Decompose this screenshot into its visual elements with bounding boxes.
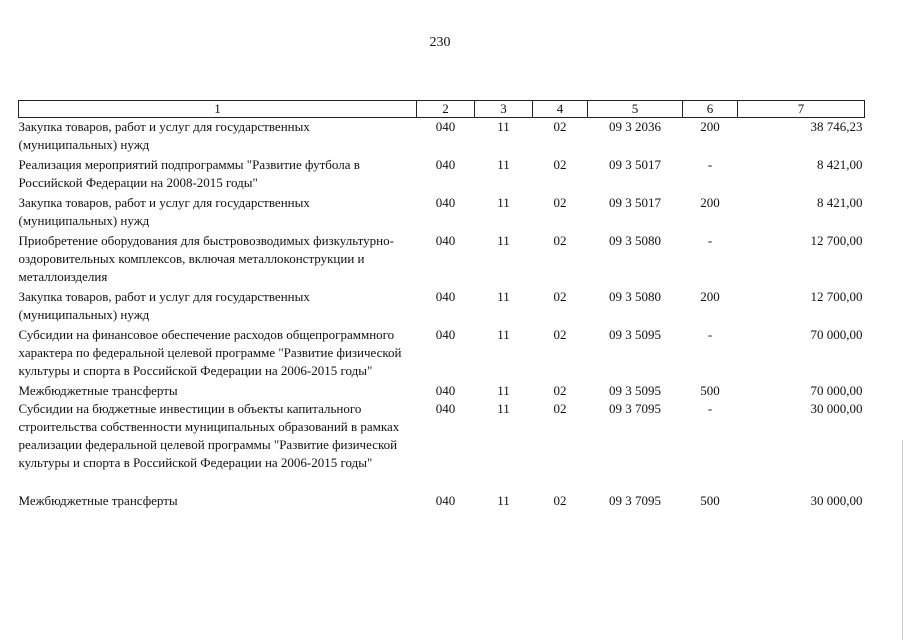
row-vr: 500 [700,383,720,398]
column-header: 4 [533,101,588,118]
row-ved: 040 [435,327,456,342]
table-row [19,380,865,400]
column-header: 1 [19,101,417,118]
row-csr: 09 3 2036 [609,119,661,134]
row-ved: 040 [435,119,456,134]
table-row [19,400,865,472]
row-sum: 12 700,00 [810,289,863,304]
table-row [19,324,865,380]
row-csr: 09 3 5017 [609,195,661,210]
row-pr: 02 [553,157,567,172]
table-row [19,118,865,155]
row-pr: 02 [553,289,567,304]
row-pr: 02 [553,383,567,398]
table-row [19,192,865,230]
row-rz: 11 [497,157,510,172]
column-header: 6 [683,101,738,118]
column-header: 5 [588,101,683,118]
row-name: Субсидии на бюджетные инвестиции в объекты капитального строительства собственности муниципальных образований в рамках реализации федеральной целевой программы "Развитие физической культуры и спорта в Российской Федерации на 2006-2015 годы" [18,401,400,470]
row-rz: 11 [497,327,510,342]
budget-table [18,100,865,510]
row-name: Субсидии на финансовое обеспечение расходов общепрограммного характера по федеральной целевой программе "Развитие физической культуры и спорта в Российской Федерации на 2006-2015 годы" [18,327,402,378]
row-sum: 8 421,00 [817,157,863,172]
row-ved: 040 [435,195,456,210]
row-csr: 09 3 5080 [609,289,661,304]
table-row [19,154,865,192]
row-ved: 040 [435,157,456,172]
page-number: 230 [429,35,451,50]
row-csr: 09 3 5095 [609,327,661,342]
column-header: 7 [738,101,865,118]
row-csr: 09 3 7095 [609,401,661,416]
row-sum: 30 000,00 [810,401,863,416]
row-sum: 70 000,00 [810,327,863,342]
row-pr: 02 [553,195,567,210]
row-name: Закупка товаров, работ и услуг для государственных (муниципальных) нужд [18,119,310,152]
row-vr: 200 [700,289,720,304]
row-csr: 09 3 5095 [609,383,661,398]
row-rz: 11 [497,401,510,416]
row-ved: 040 [435,493,456,508]
column-header: 2 [417,101,475,118]
row-rz: 11 [497,493,510,508]
row-rz: 11 [497,119,510,134]
table-row [19,472,865,510]
row-vr: - [707,157,713,172]
row-sum: 12 700,00 [810,233,863,248]
row-vr: 500 [700,493,720,508]
row-name: Межбюджетные трансферты [18,383,178,398]
row-rz: 11 [497,383,510,398]
row-ved: 040 [435,233,456,248]
row-vr: - [707,327,713,342]
row-name: Реализация мероприятий подпрограммы "Развитие футбола в Российской Федерации на 2008-2015 годы" [18,157,360,190]
row-vr: 200 [700,195,720,210]
table-row [19,230,865,286]
row-name: Межбюджетные трансферты [18,493,178,508]
row-name: Приобретение оборудования для быстровозводимых физкультурно-оздоровительных комплексов, включая металлоконструкции и металлоизделия [18,233,394,284]
row-pr: 02 [553,401,567,416]
row-sum: 30 000,00 [810,493,863,508]
table-row [19,286,865,324]
row-rz: 11 [497,233,510,248]
row-ved: 040 [435,401,456,416]
row-ved: 040 [435,289,456,304]
row-sum: 8 421,00 [817,195,863,210]
column-header: 3 [475,101,533,118]
row-vr: - [707,401,713,416]
row-sum: 38 746,23 [810,119,863,134]
scan-edge-line [902,440,903,640]
row-pr: 02 [553,119,567,134]
row-vr: - [707,233,713,248]
row-pr: 02 [553,327,567,342]
row-csr: 09 3 7095 [609,493,661,508]
row-sum: 70 000,00 [810,383,863,398]
row-csr: 09 3 5080 [609,233,661,248]
row-vr: 200 [700,119,720,134]
row-rz: 11 [497,289,510,304]
row-rz: 11 [497,195,510,210]
row-pr: 02 [553,493,567,508]
row-pr: 02 [553,233,567,248]
row-name: Закупка товаров, работ и услуг для государственных (муниципальных) нужд [18,289,310,322]
row-name: Закупка товаров, работ и услуг для государственных (муниципальных) нужд [18,195,310,228]
header-row [19,101,865,118]
row-csr: 09 3 5017 [609,157,661,172]
row-ved: 040 [435,383,456,398]
